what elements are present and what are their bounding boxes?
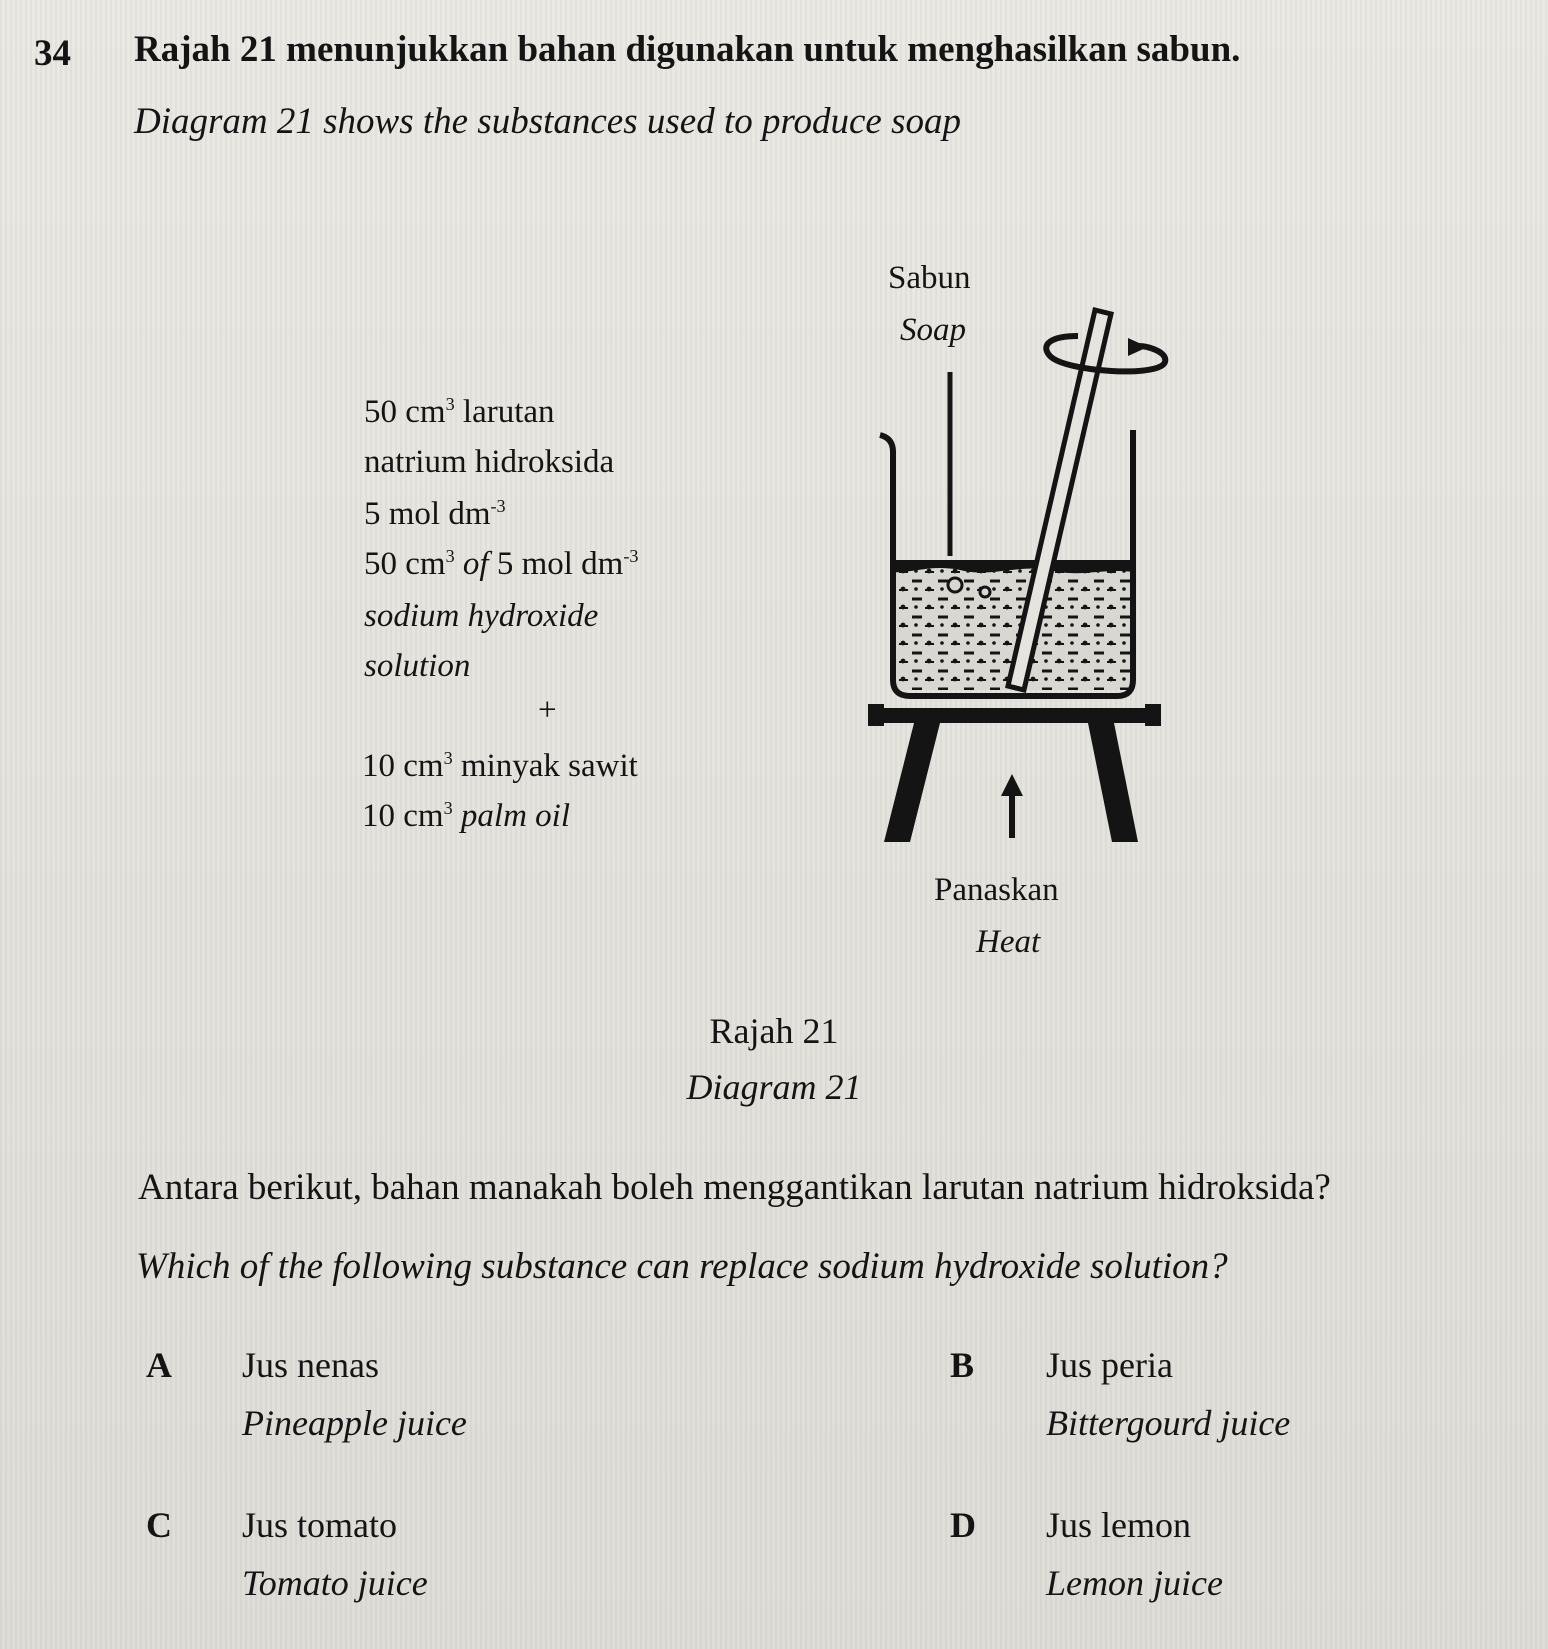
naoh-volume-malay: 50 $cm^3$ larutan: [364, 394, 555, 430]
question-prompt-english: Which of the following substance can replace sodium hydroxide solution?: [136, 1246, 1228, 1287]
question-prompt-malay: Antara berikut, bahan manakah boleh menggantikan larutan natrium hidroksida?: [138, 1167, 1331, 1208]
plus-sign: +: [538, 692, 557, 728]
option-text-malay: Jus lemon: [1046, 1505, 1192, 1545]
naoh-concentration-malay: 5 mol $dm^{-3}$: [364, 496, 506, 532]
palm-oil-malay: 10 $cm^3$ minyak sawit: [362, 748, 638, 784]
option-text-english: Pineapple juice: [242, 1403, 467, 1443]
naoh-volume-english: 50 $cm^3$ of 5 mol $dm^{-3}$: [364, 546, 639, 582]
soap-label-malay: Sabun: [888, 260, 971, 296]
option-text-english: Bittergourd juice: [1046, 1403, 1291, 1443]
option-text-malay: Jus nenas: [242, 1345, 379, 1385]
naoh-name-english: sodium hydroxide: [364, 598, 599, 634]
option-letter: D: [950, 1505, 976, 1545]
option-letter: C: [146, 1505, 172, 1545]
option-text-malay: Jus peria: [1046, 1345, 1173, 1385]
palm-oil-english: 10 $cm^3$ palm oil: [362, 798, 570, 834]
option-letter: A: [146, 1345, 172, 1385]
question-number: 34: [34, 33, 71, 74]
heat-label-english: Heat: [976, 924, 1041, 960]
soap-label-english: Soap: [900, 312, 966, 348]
option-text-english: Lemon juice: [1046, 1563, 1223, 1603]
option-letter: B: [950, 1345, 975, 1385]
diagram-caption-english: Diagram 21: [686, 1067, 862, 1107]
tripod-gauze: [880, 708, 1152, 723]
naoh-solution-english: solution: [364, 648, 471, 684]
question-stem-malay: Rajah 21 menunjukkan bahan digunakan untuk menghasilkan sabun.: [134, 29, 1241, 70]
option-text-english: Tomato juice: [242, 1563, 428, 1603]
tripod-leg-left: [884, 723, 940, 842]
question-stem-english: Diagram 21 shows the substances used to produce soap: [134, 101, 961, 142]
tripod-leg-right: [1088, 723, 1138, 842]
option-text-malay: Jus tomato: [242, 1505, 398, 1545]
diagram-caption-malay: Rajah 21: [709, 1011, 839, 1051]
naoh-name-malay: natrium hidroksida: [364, 444, 615, 480]
heat-label-malay: Panaskan: [934, 872, 1059, 908]
